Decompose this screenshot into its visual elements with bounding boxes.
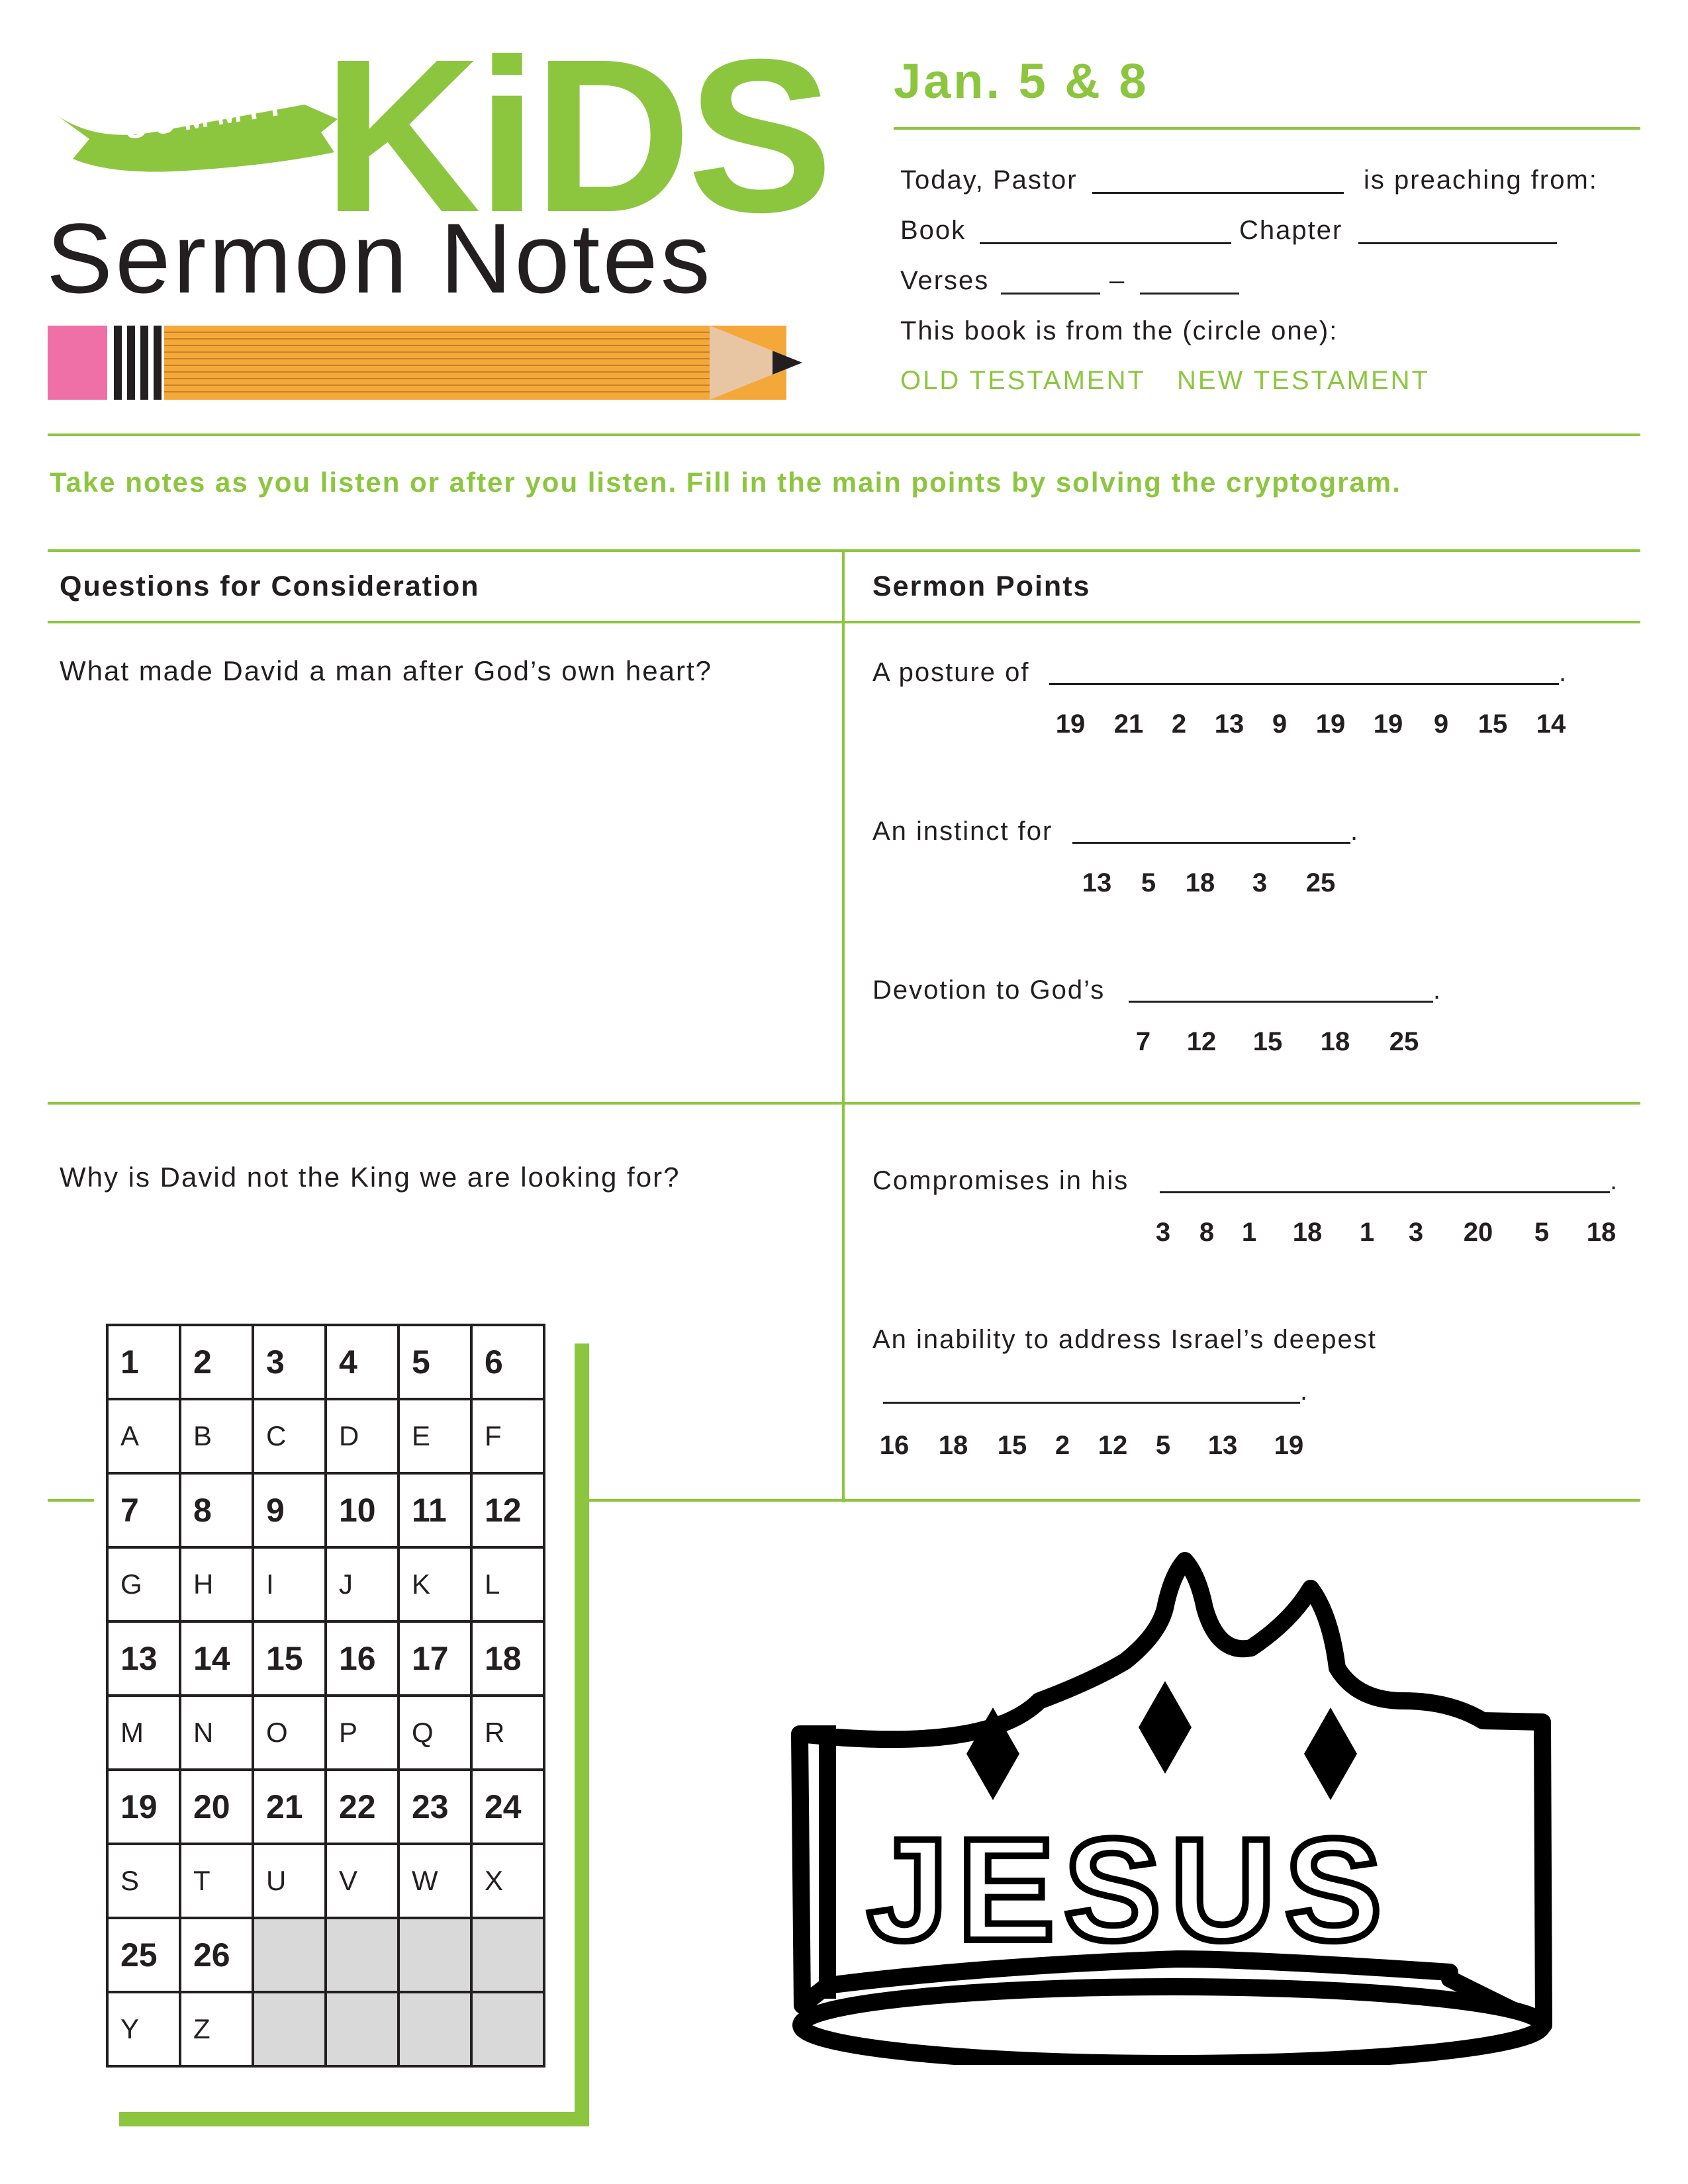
grid-number: 7: [107, 1473, 180, 1547]
grid-number: 6: [471, 1325, 544, 1399]
code-number: 19: [1274, 1431, 1304, 1460]
book-label: Book: [900, 216, 966, 245]
new-testament-option[interactable]: NEW TESTAMENT: [1177, 366, 1430, 395]
grid-letter: B: [180, 1399, 253, 1473]
grid-number: 22: [326, 1770, 399, 1844]
grid-letter: G: [107, 1547, 180, 1621]
code-number: 13: [1082, 868, 1112, 897]
instructions: Take notes as you listen or after you listen. Fill in the main points by solving the cryptogram.: [50, 467, 1401, 498]
grid-number: 19: [107, 1770, 180, 1844]
grid-letter: W: [399, 1844, 471, 1918]
grid-letter: J: [326, 1547, 399, 1621]
grid-empty-cell: [253, 1918, 326, 1992]
grid-number: 15: [253, 1621, 326, 1696]
code-number: 18: [1185, 868, 1215, 897]
pastor-label: Today, Pastor: [900, 165, 1078, 195]
code-number: 5: [1155, 1431, 1171, 1460]
column-divider: [842, 549, 845, 1502]
grid-row-letters: [107, 1844, 544, 1918]
verse-start-field[interactable]: [1001, 293, 1100, 295]
code-number: 19: [1373, 709, 1403, 739]
grid-letter: Z: [180, 1992, 253, 2066]
cipher-key-grid: [106, 1324, 545, 2068]
code-number: 25: [1389, 1027, 1419, 1056]
period: .: [1610, 1166, 1619, 1195]
point-3-answer[interactable]: [1129, 1001, 1433, 1003]
summit-text: SUMMIT: [122, 85, 294, 146]
grid-row-letters: [107, 1992, 544, 2066]
grid-row-letters: [107, 1399, 544, 1473]
grid-letter: L: [471, 1547, 544, 1621]
grid-shadow-right: [575, 1343, 589, 2126]
grid-number: 8: [180, 1473, 253, 1547]
grid-row-letters: [107, 1696, 544, 1770]
code-number: 2: [1171, 709, 1187, 739]
grid-empty-cell: [326, 1992, 399, 2066]
preaching-label: is preaching from:: [1364, 165, 1598, 195]
grid-number: 16: [326, 1621, 399, 1696]
point-1-label: A posture of: [872, 658, 1030, 687]
grid-empty-cell: [471, 1992, 544, 2066]
grid-letter: I: [253, 1547, 326, 1621]
grid-letter: E: [399, 1399, 471, 1473]
divider: [48, 1499, 94, 1502]
grid-letter: C: [253, 1399, 326, 1473]
code-number: 21: [1113, 709, 1144, 739]
point-4-label: Compromises in his: [872, 1166, 1129, 1195]
code-number: 9: [1433, 709, 1449, 739]
code-number: 1: [1359, 1218, 1375, 1247]
point-5-answer[interactable]: [883, 1402, 1300, 1404]
grid-letter: P: [326, 1696, 399, 1770]
book-field[interactable]: [980, 242, 1231, 244]
question-1: What made David a man after God’s own heart?: [60, 655, 713, 686]
code-number: 19: [1315, 709, 1346, 739]
grid-number: 17: [399, 1621, 471, 1696]
code-number: 25: [1305, 868, 1336, 897]
grid-letter: Q: [399, 1696, 471, 1770]
code-number: 18: [938, 1431, 968, 1460]
grid-row-numbers: [107, 1325, 544, 1399]
period: .: [1350, 817, 1360, 846]
grid-letter: V: [326, 1844, 399, 1918]
code-number: 14: [1536, 709, 1566, 739]
divider: [48, 1102, 1640, 1105]
grid-letter: M: [107, 1696, 180, 1770]
grid-number: 10: [326, 1473, 399, 1547]
testament-prompt: This book is from the (circle one):: [900, 316, 1338, 345]
code-number: 5: [1141, 868, 1156, 897]
pencil-icon: [48, 326, 802, 402]
sermon-date: Jan. 5 & 8: [894, 54, 1149, 109]
code-number: 18: [1292, 1218, 1323, 1247]
kids-logo: KiDS: [323, 13, 829, 257]
grid-number: 9: [253, 1473, 326, 1547]
code-number: 5: [1534, 1218, 1550, 1247]
grid-letter: D: [326, 1399, 399, 1473]
points-header: Sermon Points: [872, 570, 1091, 602]
code-number: 15: [1477, 709, 1508, 739]
code-number: 3: [1252, 868, 1268, 897]
grid-row-numbers: [107, 1473, 544, 1547]
code-number: 16: [879, 1431, 910, 1460]
code-number: 15: [997, 1431, 1027, 1460]
grid-number: 23: [399, 1770, 471, 1844]
divider: [589, 1499, 1640, 1502]
code-number: 3: [1155, 1218, 1171, 1247]
grid-letter: T: [180, 1844, 253, 1918]
chapter-field[interactable]: [1358, 242, 1557, 244]
verses-label: Verses: [900, 266, 990, 295]
grid-number: 3: [253, 1325, 326, 1399]
old-testament-option[interactable]: OLD TESTAMENT: [900, 366, 1146, 395]
grid-number: 21: [253, 1770, 326, 1844]
code-number: 12: [1186, 1027, 1217, 1056]
grid-letter: U: [253, 1844, 326, 1918]
code-number: 7: [1135, 1027, 1151, 1056]
point-1-answer[interactable]: [1049, 683, 1559, 685]
code-number: 13: [1214, 709, 1244, 739]
point-3-label: Devotion to God’s: [872, 976, 1105, 1005]
grid-empty-cell: [471, 1918, 544, 1992]
grid-number: 24: [471, 1770, 544, 1844]
code-number: 20: [1463, 1218, 1493, 1247]
code-number: 1: [1241, 1218, 1257, 1247]
code-number: 2: [1055, 1431, 1070, 1460]
crown-icon: [788, 1549, 1556, 2065]
grid-number: 18: [471, 1621, 544, 1696]
code-number: 18: [1586, 1218, 1617, 1247]
grid-letter: K: [399, 1547, 471, 1621]
grid-row-numbers: [107, 1621, 544, 1696]
code-number: 15: [1252, 1027, 1283, 1056]
grid-letter: A: [107, 1399, 180, 1473]
grid-number: 26: [180, 1918, 253, 1992]
grid-number: 25: [107, 1918, 180, 1992]
grid-row-letters: [107, 1547, 544, 1621]
divider: [48, 433, 1640, 436]
code-number: 12: [1098, 1431, 1128, 1460]
grid-number: 20: [180, 1770, 253, 1844]
pastor-field[interactable]: [1092, 192, 1344, 194]
grid-empty-cell: [399, 1992, 471, 2066]
grid-letter: F: [471, 1399, 544, 1473]
grid-empty-cell: [399, 1918, 471, 1992]
grid-empty-cell: [253, 1992, 326, 2066]
questions-header: Questions for Consideration: [60, 570, 480, 602]
grid-number: 4: [326, 1325, 399, 1399]
code-number: 19: [1055, 709, 1086, 739]
grid-letter: R: [471, 1696, 544, 1770]
grid-number: 1: [107, 1325, 180, 1399]
code-number: 18: [1320, 1027, 1350, 1056]
page-title: Sermon Notes: [46, 203, 713, 314]
verse-end-field[interactable]: [1140, 293, 1239, 295]
grid-row-numbers: [107, 1918, 544, 1992]
grid-letter: X: [471, 1844, 544, 1918]
code-number: 13: [1207, 1431, 1238, 1460]
grid-letter: H: [180, 1547, 253, 1621]
divider: [894, 127, 1640, 130]
point-2-label: An instinct for: [872, 817, 1053, 846]
code-number: 8: [1199, 1218, 1215, 1247]
crown-word: JESUS: [867, 1808, 1391, 1971]
period: .: [1433, 976, 1442, 1005]
question-2: Why is David not the King we are looking for?: [60, 1161, 680, 1193]
point-2-answer[interactable]: [1072, 842, 1350, 844]
grid-number: 2: [180, 1325, 253, 1399]
period: .: [1300, 1377, 1309, 1406]
point-4-answer[interactable]: [1160, 1191, 1610, 1193]
grid-number: 11: [399, 1473, 471, 1547]
period: .: [1559, 658, 1568, 687]
verse-dash: –: [1109, 266, 1126, 295]
code-number: 3: [1408, 1218, 1424, 1247]
grid-number: 5: [399, 1325, 471, 1399]
grid-number: 12: [471, 1473, 544, 1547]
point-5-label: An inability to address Israel’s deepest: [872, 1325, 1377, 1354]
chapter-label: Chapter: [1239, 216, 1343, 245]
grid-shadow-bottom: [119, 2112, 589, 2126]
code-number: 9: [1272, 709, 1288, 739]
grid-letter: O: [253, 1696, 326, 1770]
grid-number: 13: [107, 1621, 180, 1696]
grid-row-numbers: [107, 1770, 544, 1844]
grid-letter: S: [107, 1844, 180, 1918]
grid-empty-cell: [326, 1918, 399, 1992]
grid-number: 14: [180, 1621, 253, 1696]
grid-letter: Y: [107, 1992, 180, 2066]
grid-letter: N: [180, 1696, 253, 1770]
